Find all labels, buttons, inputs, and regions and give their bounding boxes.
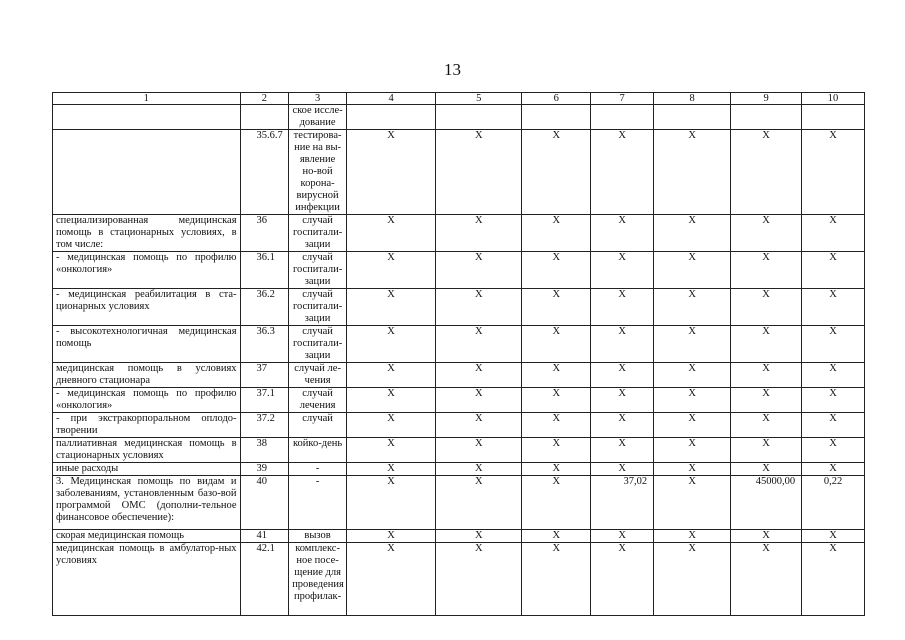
row-value-cell: Х [802,326,865,363]
row-value-cell: Х [802,530,865,543]
row-value-cell: Х [802,363,865,388]
row-value-cell: Х [436,530,522,543]
header-row [53,93,865,105]
header-cell: 5 [436,93,522,105]
row-number-cell: 35.6.7 [240,130,289,215]
table-row [53,363,865,388]
table-row [53,388,865,413]
row-value-cell: Х [522,363,591,388]
row-value-cell: Х [522,388,591,413]
data-table [52,92,865,616]
row-value-cell: Х [436,543,522,616]
header-cell: 1 [53,93,241,105]
row-value-cell: Х [731,388,802,413]
row-value-cell: Х [591,530,654,543]
row-value-cell: Х [522,289,591,326]
row-unit-cell: случай госпитали-зации [289,252,347,289]
row-value-cell: Х [522,413,591,438]
row-value-cell: Х [436,130,522,215]
row-value-cell: Х [802,438,865,463]
row-number-cell: 38 [240,438,289,463]
row-value-cell: Х [591,289,654,326]
row-value-cell: Х [654,530,731,543]
row-name-cell [53,130,241,215]
row-name-cell: паллиативная медицинская помощь в стационарных условиях [53,438,241,463]
row-value-cell: Х [802,289,865,326]
table-body [53,105,865,616]
row-value-cell: Х [731,463,802,476]
row-value-cell: Х [346,476,435,530]
row-value-cell: Х [346,252,435,289]
row-value-cell: Х [591,438,654,463]
table-row [53,413,865,438]
row-value-cell: Х [731,215,802,252]
row-number-cell: 36.1 [240,252,289,289]
row-value-cell: Х [522,215,591,252]
row-value-cell: 37,02 [591,476,654,530]
row-value-cell: Х [731,438,802,463]
row-value-cell: Х [654,326,731,363]
table-row [53,289,865,326]
row-value-cell: Х [654,388,731,413]
table-row [53,252,865,289]
row-value-cell [436,105,522,130]
row-unit-cell: койко-день [289,438,347,463]
row-value-cell: Х [802,388,865,413]
row-value-cell: Х [654,289,731,326]
row-value-cell [654,105,731,130]
row-number-cell: 41 [240,530,289,543]
row-value-cell: Х [654,543,731,616]
row-name-cell: иные расходы [53,463,241,476]
row-name-cell: медицинская помощь в амбулатор-ных условиях [53,543,241,616]
header-cell: 7 [591,93,654,105]
table-row [53,215,865,252]
row-value-cell: 45000,00 [731,476,802,530]
row-unit-cell: случай [289,413,347,438]
row-value-cell: Х [654,463,731,476]
row-value-cell: Х [522,130,591,215]
row-value-cell: Х [346,463,435,476]
table-row [53,530,865,543]
row-number-cell: 37.1 [240,388,289,413]
row-value-cell: Х [654,476,731,530]
row-value-cell: Х [346,289,435,326]
row-value-cell: Х [654,130,731,215]
row-number-cell: 36 [240,215,289,252]
row-value-cell: Х [591,463,654,476]
row-value-cell: Х [522,476,591,530]
row-unit-cell: - [289,476,347,530]
row-value-cell: Х [802,130,865,215]
row-value-cell: Х [731,289,802,326]
row-value-cell: Х [522,543,591,616]
row-value-cell: Х [731,326,802,363]
row-number-cell: 36.3 [240,326,289,363]
row-value-cell: Х [802,252,865,289]
row-value-cell: Х [436,388,522,413]
row-value-cell: Х [346,215,435,252]
row-value-cell: Х [436,326,522,363]
row-number-cell: 37.2 [240,413,289,438]
header-cell: 6 [522,93,591,105]
row-number-cell: 40 [240,476,289,530]
row-value-cell [731,105,802,130]
row-unit-cell: случай госпитали-зации [289,326,347,363]
row-value-cell: Х [346,543,435,616]
table-row [53,438,865,463]
row-value-cell [591,105,654,130]
row-value-cell: Х [591,543,654,616]
row-value-cell: Х [591,413,654,438]
row-name-cell: специализированная медицинская помощь в стационарных условиях, в том числе: [53,215,241,252]
table-row [53,543,865,616]
row-value-cell: Х [346,388,435,413]
row-unit-cell: случай ле-чения [289,363,347,388]
header-cell: 4 [346,93,435,105]
row-value-cell: Х [654,413,731,438]
row-unit-cell: случай госпитали-зации [289,289,347,326]
row-unit-cell: случай госпитали-зации [289,215,347,252]
table-row [53,105,865,130]
row-unit-cell: ское иссле-дование [289,105,347,130]
row-value-cell: Х [731,530,802,543]
row-value-cell: Х [731,130,802,215]
row-unit-cell: тестирова-ние на вы-явление но-вой корона-вирусной инфекции [289,130,347,215]
row-value-cell: Х [802,543,865,616]
row-value-cell: Х [346,530,435,543]
row-name-cell: - при экстракорпоральном оплодо-творении [53,413,241,438]
row-name-cell: - медицинская помощь по профилю «онкология» [53,388,241,413]
row-value-cell: Х [436,438,522,463]
row-value-cell: Х [802,215,865,252]
row-value-cell: Х [522,326,591,363]
table-row [53,476,865,530]
row-value-cell: Х [436,476,522,530]
row-number-cell: 36.2 [240,289,289,326]
row-value-cell: Х [591,388,654,413]
row-name-cell: 3. Медицинская помощь по видам и заболеваниям, установленным базо-вой программой ОМС (дополни-тельное финансовое обеспечение): [53,476,241,530]
row-value-cell: Х [346,326,435,363]
row-value-cell: Х [522,530,591,543]
row-value-cell: Х [591,215,654,252]
row-unit-cell: вызов [289,530,347,543]
table-row [53,326,865,363]
row-unit-cell: комплекс-ное посе-щение для проведения профилак- [289,543,347,616]
row-value-cell: Х [654,215,731,252]
row-value-cell: Х [436,215,522,252]
row-value-cell: Х [654,438,731,463]
row-value-cell: Х [731,252,802,289]
row-name-cell: - высокотехнологичная медицинская помощь [53,326,241,363]
row-name-cell: скорая медицинская помощь [53,530,241,543]
row-value-cell: Х [436,413,522,438]
row-value-cell: Х [436,289,522,326]
header-cell: 8 [654,93,731,105]
row-value-cell: Х [802,463,865,476]
header-cell: 10 [802,93,865,105]
row-value-cell: Х [654,363,731,388]
row-value-cell: Х [346,130,435,215]
row-unit-cell: случай лечения [289,388,347,413]
row-value-cell: Х [591,363,654,388]
row-name-cell: - медицинская реабилитация в ста-ционарных условиях [53,289,241,326]
row-value-cell [522,105,591,130]
row-number-cell: 37 [240,363,289,388]
row-value-cell: Х [591,326,654,363]
row-value-cell: Х [591,130,654,215]
row-name-cell [53,105,241,130]
row-value-cell: Х [522,252,591,289]
row-value-cell: Х [436,252,522,289]
header-cell: 3 [289,93,347,105]
row-value-cell: Х [436,363,522,388]
header-cell: 2 [240,93,289,105]
table-row [53,463,865,476]
page-number: 13 [444,60,461,79]
row-value-cell [802,105,865,130]
row-name-cell: медицинская помощь в условиях дневного стационара [53,363,241,388]
row-value-cell: Х [731,363,802,388]
row-value-cell: Х [346,438,435,463]
row-number-cell: 39 [240,463,289,476]
row-value-cell: Х [346,363,435,388]
row-unit-cell: - [289,463,347,476]
table-row [53,130,865,215]
row-value-cell: Х [731,413,802,438]
row-value-cell: Х [346,413,435,438]
row-value-cell: Х [802,413,865,438]
row-value-cell: Х [654,252,731,289]
row-value-cell: Х [591,252,654,289]
row-number-cell [240,105,289,130]
row-value-cell: Х [731,543,802,616]
row-value-cell: Х [522,463,591,476]
row-value-cell [346,105,435,130]
row-value-cell: Х [436,463,522,476]
row-number-cell: 42.1 [240,543,289,616]
header-cell: 9 [731,93,802,105]
row-name-cell: - медицинская помощь по профилю «онкология» [53,252,241,289]
row-value-cell: 0,22 [802,476,865,530]
row-value-cell: Х [522,438,591,463]
